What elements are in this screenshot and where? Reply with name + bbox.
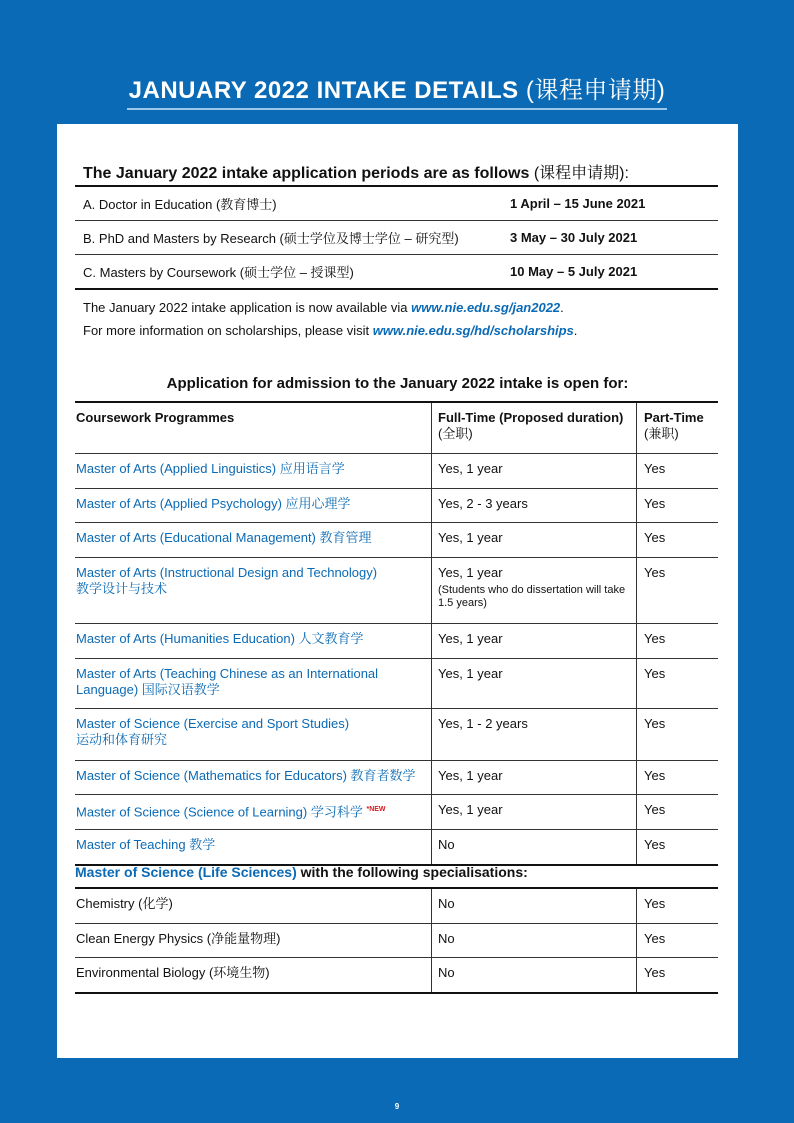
period-mark: . [560, 300, 564, 315]
title-zh: (课程申请期) [525, 77, 666, 104]
part-time-value: Yes [636, 624, 718, 658]
full-time-text: Yes, 1 year [438, 565, 503, 580]
programme-name[interactable]: Master of Arts (Humanities Education) 人文教育学 [76, 631, 364, 646]
full-time-value: Yes, 1 year [431, 761, 636, 794]
page-title [0, 70, 794, 110]
period-label: C. Masters by Coursework (硕士学位 – 授课型) [83, 265, 354, 280]
full-time-value: Yes, 1 year [431, 454, 636, 488]
specialisation-name: Environmental Biology (环境生物) [76, 965, 270, 980]
periods-table [75, 185, 718, 290]
part-time-value: Yes [636, 659, 718, 708]
jan2022-link[interactable]: www.nie.edu.sg/jan2022 [411, 300, 561, 315]
full-time-value: Yes, 1 year [431, 523, 636, 557]
programme-name-text: Master of Science (Science of Learning) 学习科学 [76, 804, 363, 820]
table-row [75, 489, 718, 523]
table-row [75, 558, 718, 624]
info-line-application [83, 300, 564, 315]
part-time-value: Yes [636, 795, 718, 829]
part-time-value: Yes [636, 558, 718, 623]
programme-name[interactable]: Master of Science (Mathematics for Educators) 教育者数学 [76, 768, 416, 783]
title-en: JANUARY 2022 INTAKE DETAILS [128, 77, 519, 104]
table-row [75, 624, 718, 659]
specialisations-heading-rest: with the following specialisations: [296, 864, 528, 880]
programme-name[interactable] [75, 709, 431, 760]
period-row [75, 255, 718, 288]
table-row [75, 761, 718, 795]
programme-name[interactable]: Master of Arts (Applied Psychology) 应用心理学 [76, 496, 351, 511]
part-time-zh: (兼职) [644, 426, 679, 441]
full-time-value: No [431, 958, 636, 992]
specialisation-name: Clean Energy Physics (净能量物理) [76, 931, 281, 946]
programme-name[interactable]: Master of Arts (Teaching Chinese as an International Language) 国际汉语教学 [76, 666, 379, 697]
dissertation-note: (Students who do dissertation will take 1.5 years) [438, 584, 626, 609]
table-row [75, 830, 718, 866]
content-card [57, 124, 738, 1058]
period-row [75, 187, 718, 221]
col-header-full-time [431, 403, 636, 453]
scholarships-link[interactable]: www.nie.edu.sg/hd/scholarships [372, 323, 574, 338]
part-time-value: Yes [636, 454, 718, 488]
full-time-value [431, 558, 636, 623]
programmes-heading: Application for admission to the January 2022 intake is open for: [166, 375, 629, 392]
full-time-value: No [431, 924, 636, 957]
period-mark: . [573, 323, 578, 338]
table-row [75, 709, 718, 761]
period-dates: 1 April – 15 June 2021 [510, 196, 646, 211]
programme-name[interactable] [75, 795, 431, 829]
periods-heading [83, 160, 629, 183]
programme-name[interactable]: Master of Teaching 教学 [76, 837, 216, 852]
table-row [75, 795, 718, 830]
full-time-value: Yes, 1 - 2 years [431, 709, 636, 760]
programme-name[interactable]: Master of Arts (Educational Management) 教育管理 [76, 530, 372, 545]
part-time-value: Yes [636, 830, 718, 864]
full-time-label: Full-Time (Proposed duration) [438, 410, 624, 425]
period-label: A. Doctor in Education (教育博士) [83, 197, 277, 212]
programme-name-en: Master of Science (Exercise and Sport Studies) [76, 716, 350, 731]
info-line-scholarships [83, 323, 577, 338]
table-row [75, 659, 718, 709]
programme-name[interactable]: Master of Arts (Applied Linguistics) 应用语言学 [76, 461, 345, 476]
part-time-value: Yes [636, 924, 718, 957]
life-sciences-title[interactable]: Master of Science (Life Sciences) [75, 864, 297, 880]
period-label: B. PhD and Masters by Research (硕士学位及博士学位 – 研究型) [83, 231, 459, 246]
page-number: 9 [394, 1102, 400, 1111]
period-row [75, 221, 718, 255]
full-time-value: Yes, 1 year [431, 624, 636, 658]
full-time-zh: (全职) [438, 426, 473, 441]
part-time-value: Yes [636, 489, 718, 522]
part-time-value: Yes [636, 889, 718, 923]
period-dates: 10 May – 5 July 2021 [510, 264, 638, 279]
full-time-value: Yes, 1 year [431, 795, 636, 829]
period-dates: 3 May – 30 July 2021 [510, 230, 638, 245]
full-time-value: Yes, 2 - 3 years [431, 489, 636, 522]
table-row [75, 889, 718, 924]
table-row [75, 523, 718, 558]
title-text [127, 70, 668, 110]
programme-name-zh: 运动和体育研究 [76, 732, 168, 747]
programme-name[interactable] [75, 558, 431, 623]
programme-name-zh: 教学设计与技术 [76, 581, 168, 596]
new-badge: *NEW [366, 806, 386, 813]
programmes-table [75, 401, 718, 866]
part-time-value: Yes [636, 523, 718, 557]
table-row [75, 454, 718, 489]
info-text: The January 2022 intake application is now available via [83, 300, 412, 315]
specialisations-heading [75, 864, 528, 880]
table-header-row [75, 403, 718, 454]
part-time-value: Yes [636, 958, 718, 992]
table-row [75, 924, 718, 958]
specialisation-name: Chemistry (化学) [76, 896, 173, 911]
part-time-value: Yes [636, 761, 718, 794]
part-time-label: Part-Time [644, 410, 704, 425]
col-header-programmes: Coursework Programmes [76, 410, 235, 425]
col-header-part-time [636, 403, 718, 453]
specialisations-table [75, 887, 718, 994]
part-time-value: Yes [636, 709, 718, 760]
full-time-value: Yes, 1 year [431, 659, 636, 708]
table-row [75, 958, 718, 994]
info-text: For more information on scholarships, please visit [83, 323, 373, 338]
periods-heading-zh: (课程申请期): [533, 165, 629, 182]
periods-heading-en: The January 2022 intake application periods are as follows [83, 165, 530, 182]
programme-name-en: Master of Arts (Instructional Design and Technology) [76, 565, 378, 580]
full-time-value: No [431, 889, 636, 923]
full-time-value: No [431, 830, 636, 864]
